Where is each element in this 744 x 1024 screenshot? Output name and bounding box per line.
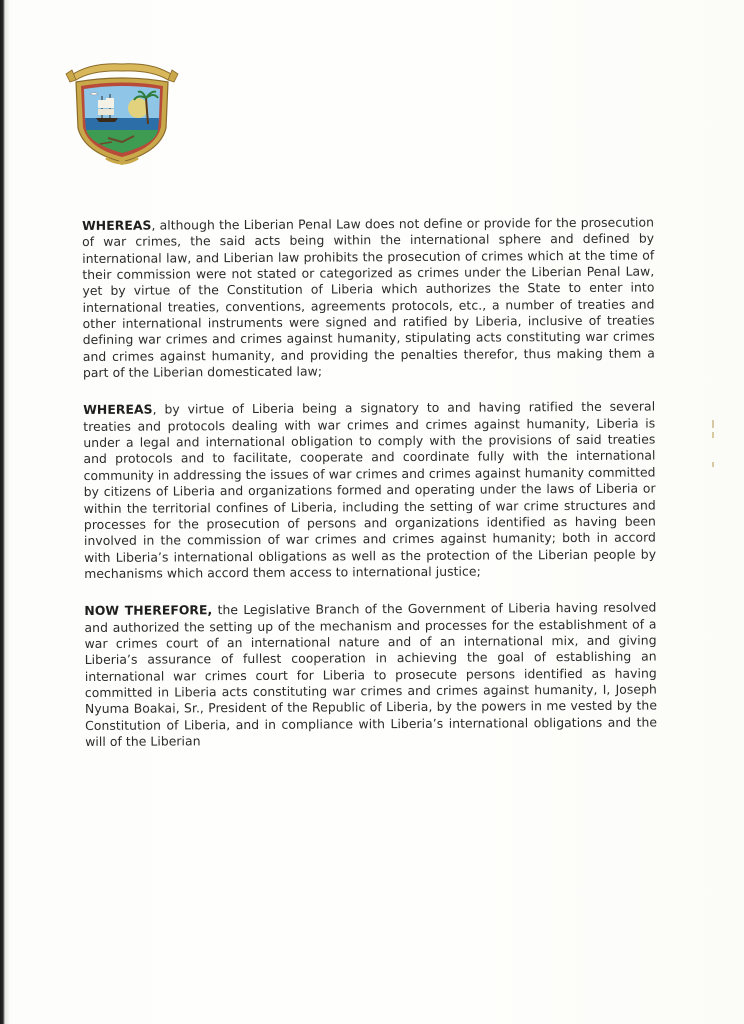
paragraph-lead: WHEREAS (83, 402, 153, 418)
document-body (82, 215, 657, 772)
scan-artifact-mark (712, 462, 714, 467)
paragraph-text: , by virtue of Liberia being a signatory to and having ratified the several treaties and protocols dealing with war crimes and crimes against humanity, Liberia is under a legal and international obligation to comply with the provisions of said treaties and protocols and to facilitate, cooperate and coordinate fully with the international community in addressing the issues of war crimes and crimes against humanity committed by citizens of Liberia and organizations formed and operating under the laws of Liberia or within the territorial confines of Liberia, including the setting of war crime structures and processes for the prosecution of persons and organizations identified as having been involved in the commission of war crimes and crimes against humanity; both in accord with Liberia’s international obligations as well as the protection of the Liberian people by mechanisms which accord them access to international justice; (83, 398, 657, 581)
liberia-seal-icon (60, 58, 184, 170)
paragraph-text: the Legislative Branch of the Government of Liberia having resolved and authorized the setting up of the mechanism and processes for the establishment of a war crimes court of an international nature and of an international mix, and giving Liberia’s assurance of fullest cooperation in achieving the goal of establishing an international war crimes court for Liberia to prosecute persons identified as having committed in Liberia acts constituting war crimes and crimes against humanity, I, Joseph Nyuma Boakai, Sr., President of the Republic of Liberia, by the powers in me vested by the Constitution of Liberia, and in compliance with Liberia’s international obligations and the will of the Liberian (84, 599, 658, 749)
paragraph-lead: WHEREAS (82, 217, 152, 233)
now-therefore-paragraph (84, 600, 657, 751)
scan-artifact-mark (712, 420, 714, 428)
scan-artifact-mark (712, 432, 714, 438)
paragraph-lead: NOW THEREFORE, (84, 602, 213, 619)
whereas-paragraph-1 (82, 215, 655, 382)
whereas-paragraph-2 (83, 399, 656, 582)
paragraph-text: , although the Liberian Penal Law does not define or provide for the prosecution of war crimes, the said acts being within the international sphere and defined by international law, and Liberian law prohibits the prosecution of crimes which at the time of their commission were not stated or categorized as crimes under the Liberian Penal Law, yet by virtue of the Constitution of Liberia which authorizes the State to enter into international treaties, conventions, agreements protocols, etc., a number of treaties and other international instruments were signed and ratified by Liberia, inclusive of treaties defining war crimes and crimes against humanity, stipulating acts constituting war crimes and crimes against humanity, and providing the penalties therefor, thus making them a part of the Liberian domesticated law; (82, 214, 655, 381)
